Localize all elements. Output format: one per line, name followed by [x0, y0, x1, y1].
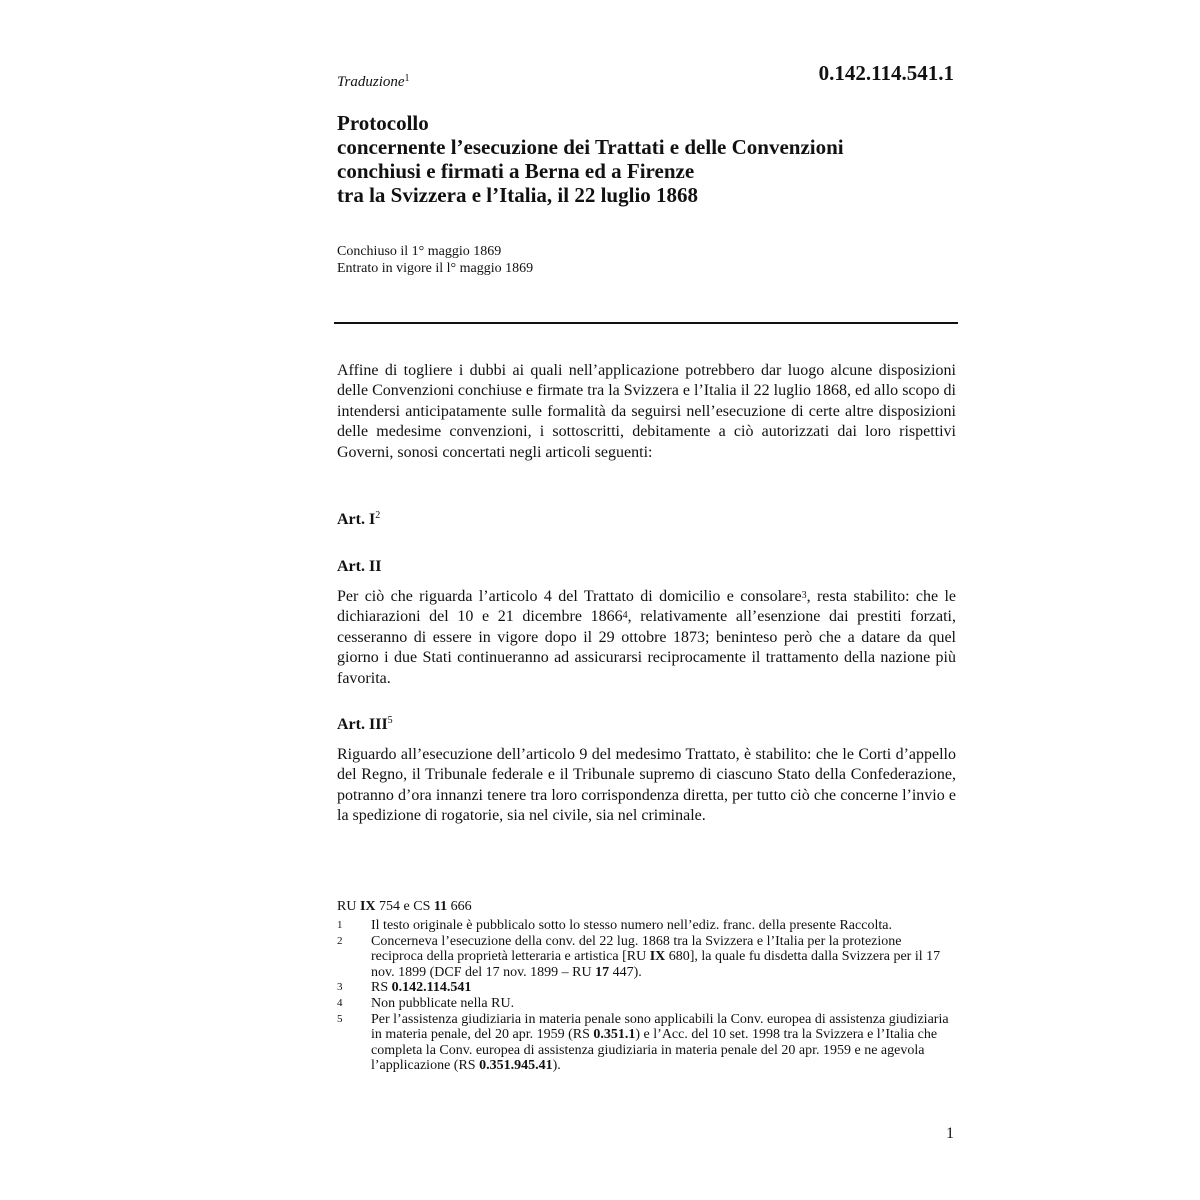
footnote-ref-2[interactable]: 2: [375, 510, 381, 521]
source-b: IX: [359, 899, 376, 914]
footnote-ref-3[interactable]: 3: [801, 590, 807, 601]
footnote-ref-4[interactable]: 4: [622, 610, 628, 622]
footnotes-list: [337, 918, 957, 1074]
document-page: [337, 0, 957, 1200]
fn3-a: RS: [371, 980, 392, 996]
article-1-heading: [337, 511, 380, 529]
footnote-4: [337, 996, 957, 1012]
document-number: 0.142.114.541.1: [818, 61, 954, 85]
source-reference: [337, 899, 472, 915]
footnote-ref-1[interactable]: 1: [404, 73, 410, 84]
document-title: [337, 111, 957, 207]
footnote-4-text: Non pubblicate nella RU.: [371, 995, 515, 1011]
fn3-b[interactable]: 0.142.114.541: [391, 980, 472, 996]
article-2-text: [337, 587, 956, 689]
footnote-2: [337, 934, 957, 981]
footnote-1-number: 1: [337, 919, 343, 931]
article-3-text: Riguardo all’esecuzione dell’articolo 9 del medesimo Trattato, è stabilito: che le Corti d’appello del Regno, il Tribunale federale e il Tribunale supremo di ciascuno Stato della Confederazione, potranno d’ora innanzi tenere tra loro corrispondenza diretta, per tutto ciò che concerne l’invio e la spedizione di rogatorie, sia nel civile, sia nel criminale.: [337, 746, 956, 825]
article-2-heading: Art. II: [337, 558, 382, 575]
fn5-b[interactable]: 0.351.1: [593, 1027, 636, 1043]
source-c: 754 e CS: [375, 899, 434, 914]
fn2-e: 447).: [609, 964, 642, 980]
footnote-3-text: [371, 980, 957, 996]
source-e: 666: [447, 899, 472, 914]
fn5-c: ) e l’Acc. del 10 set. 1998 tra la Svizzera e l’Italia che completa la Conv. europea di assistenza giudiziaria in materia penale del 20 apr. 1959 e ne agevola l’applicazione (RS: [371, 1027, 938, 1074]
footnote-4-number: 4: [337, 996, 343, 1009]
footnote-5-number: 5: [337, 1012, 343, 1025]
title-line-1: Protocollo: [337, 111, 429, 135]
title-line-3: conchiusi e firmati a Berna ed a Firenze: [337, 159, 695, 183]
footnote-1-text: Il testo originale è pubblicalo sotto lo stesso numero nell’ediz. franc. della presente Raccolta.: [371, 918, 892, 933]
document-meta: [337, 243, 533, 277]
fn2-b: IX: [649, 949, 666, 965]
fn2-a: Concerneva l’esecuzione della conv. del 22 lug. 1868 tra la Svizzera e l’Italia per la protezione reciproca della proprietà letteraria e artistica [RU: [371, 933, 902, 965]
source-a: RU: [337, 899, 360, 914]
footnote-3-number: 3: [337, 981, 343, 994]
article-2-text-a: Per ciò che riguarda l’articolo 4 del Trattato di domicilio e consolare: [337, 588, 802, 605]
title-line-4: tra la Svizzera e l’Italia, il 22 luglio 1868: [337, 183, 699, 207]
footnote-2-number: 2: [337, 934, 343, 947]
header-divider: [334, 322, 958, 324]
fn2-d: 17: [595, 964, 610, 980]
fn2-c: 680], la quale fu disdetta dalla Svizzera per il 17 nov. 1899 (DCF del 17 nov. 1899 – RU: [371, 949, 941, 980]
article-2-text-b: , resta stabilito: che le dichiarazioni del 10 e 21 dicembre 1866: [337, 588, 956, 626]
article-3-heading: [337, 716, 393, 734]
title-line-2: concernente l’esecuzione dei Trattati e delle Convenzioni: [337, 135, 844, 159]
source-d: 11: [433, 899, 448, 914]
translation-label: [337, 74, 410, 91]
article-2-text-c: , relativamente all’esenzione dai prestiti forzati, cesseranno di essere in vigore dopo il 29 ottobre 1873; beninteso però che a datare da quel giorno i due Stati continueranno ad assicurarsi reciprocamente il trattamento della nazione più favorita.: [337, 608, 957, 687]
footnote-5: [337, 1012, 957, 1074]
translation-text: Traduzione: [337, 74, 405, 90]
article-1-heading-text: Art. I: [337, 511, 376, 528]
fn5-e: ).: [552, 1058, 561, 1074]
footnote-ref-5[interactable]: 5: [387, 715, 393, 726]
fn5-a: Per l’assistenza giudiziaria in materia penale sono applicabili la Conv. europea di assistenza giudiziaria in materia penale, del 20 apr. 1959 (RS: [371, 1011, 949, 1043]
article-3-heading-text: Art. III: [337, 716, 388, 733]
footnote-1: [337, 918, 957, 934]
in-force-date: Entrato in vigore il l° maggio 1869: [337, 261, 534, 276]
page-number: 1: [946, 1125, 954, 1142]
fn5-d[interactable]: 0.351.945.41: [479, 1058, 553, 1074]
footnote-5-text: [371, 1012, 957, 1074]
preamble-paragraph: Affine di togliere i dubbi ai quali nell’applicazione potrebbero dar luogo alcune disposizioni delle Convenzioni conchiuse e firmate tra la Svizzera e l’Italia il 22 luglio 1868, ed allo scopo di intendersi anticipatamente sulle formalità da seguirsi nell’esecuzione di certe altre disposizioni delle medesime convenzioni, i sottoscritti, debitamente a ciò autorizzati dai loro rispettivi Governi, sonosi concertati negli articoli seguenti:: [337, 362, 956, 461]
footnote-2-text: [371, 934, 957, 981]
footnote-3: [337, 980, 957, 996]
concluded-date: Conchiuso il 1° maggio 1869: [337, 244, 502, 259]
